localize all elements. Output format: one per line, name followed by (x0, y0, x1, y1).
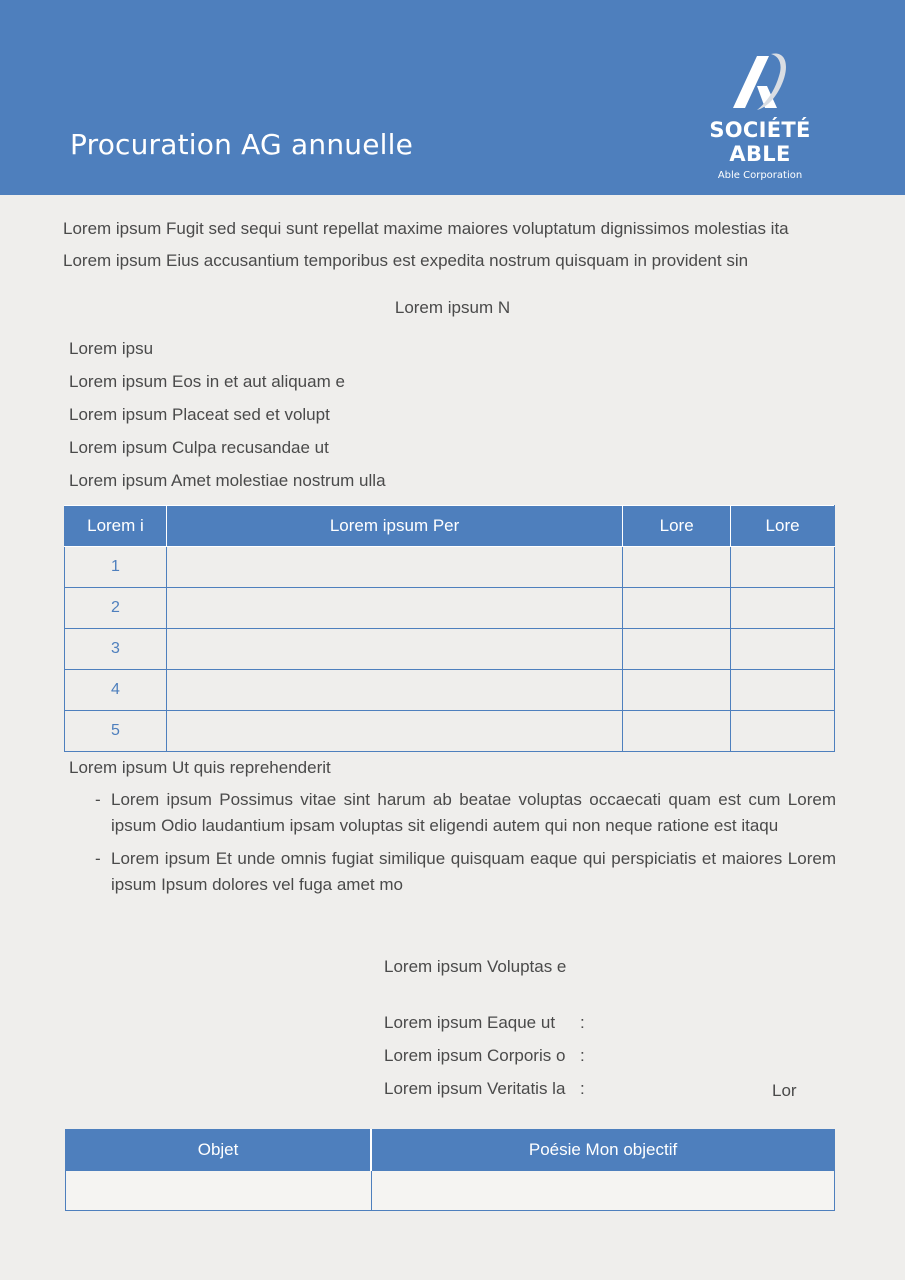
table-cell[interactable] (623, 588, 731, 629)
list-item (69, 846, 836, 897)
table-cell[interactable] (731, 670, 835, 711)
table-cell[interactable] (166, 588, 622, 629)
company-logo (680, 46, 840, 181)
info-line: Lorem ipsum Eos in et aut aliquam e (69, 372, 345, 391)
colon: : (580, 1046, 585, 1065)
list-item (69, 787, 836, 838)
table-row (66, 1171, 835, 1211)
table-cell[interactable] (623, 670, 731, 711)
table-cell[interactable] (166, 711, 622, 752)
page-title: Procuration AG annuelle (70, 128, 414, 161)
table-cell[interactable] (731, 588, 835, 629)
signature-row (384, 1012, 834, 1045)
table-cell[interactable] (623, 547, 731, 588)
logo-mark-icon (727, 46, 793, 112)
signature-label: Lorem ipsum Corporis o (384, 1046, 566, 1065)
table-row (65, 670, 835, 711)
table-header: Lore (731, 506, 835, 547)
row-number: 1 (65, 547, 167, 588)
logo-name: SOCIÉTÉ ABLE (709, 118, 811, 166)
table-cell[interactable] (166, 547, 622, 588)
signature-label: Lorem ipsum Veritatis la (384, 1079, 566, 1098)
signature-label: Lorem ipsum Eaque ut (384, 1013, 556, 1032)
row-number: 3 (65, 629, 167, 670)
table-cell[interactable] (731, 711, 835, 752)
intro-line: Lorem ipsum Fugit sed sequi sunt repellat maxime maiores voluptatum dignissimos molestias ita (63, 219, 789, 238)
table-header: Poésie Mon objectif (371, 1130, 834, 1171)
dash-bullet-icon: - (95, 790, 101, 809)
table-row (65, 711, 835, 752)
list-item-text: Lorem ipsum Possimus vitae sint harum ab beatae voluptas occaecati quam est cum Lorem ipsum Odio laudantium ipsam voluptas sit eligendi autem qui non neque ratione est itaqu (111, 790, 836, 835)
table-cell[interactable] (623, 629, 731, 670)
resolutions-table (64, 505, 835, 752)
info-line: Lorem ipsum Amet molestiae nostrum ulla (69, 471, 386, 490)
colon: : (580, 1013, 585, 1032)
row-number: 2 (65, 588, 167, 629)
conditions-lead: Lorem ipsum Ut quis reprehenderit (69, 758, 331, 777)
table-cell[interactable] (166, 670, 622, 711)
signature-row (384, 1045, 834, 1078)
table-row (65, 629, 835, 670)
info-list (69, 338, 386, 503)
table-cell[interactable] (731, 547, 835, 588)
signature-extra: Lor (772, 1081, 797, 1100)
table-row (65, 547, 835, 588)
objective-table (65, 1129, 835, 1211)
row-number: 4 (65, 670, 167, 711)
intro-line: Lorem ipsum Eius accusantium temporibus est expedita nostrum quisquam in provident sin (63, 251, 749, 270)
signature-row (384, 1078, 834, 1111)
table-cell[interactable] (731, 629, 835, 670)
colon: : (580, 1079, 585, 1098)
info-line: Lorem ipsu (69, 339, 154, 358)
table-header: Lorem i (65, 506, 167, 547)
conditions-list (69, 787, 836, 897)
info-line: Lorem ipsum Placeat sed et volupt (69, 405, 330, 424)
table-header: Objet (66, 1130, 372, 1171)
table-row (65, 588, 835, 629)
table-header: Lore (623, 506, 731, 547)
dash-bullet-icon: - (95, 849, 101, 868)
list-item-text: Lorem ipsum Et unde omnis fugiat similique quisquam eaque qui perspiciatis et maiores Lorem ipsum Ipsum dolores vel fuga amet mo (111, 849, 836, 894)
logo-subtitle: Able Corporation (717, 170, 803, 181)
info-line: Lorem ipsum Culpa recusandae ut (69, 438, 329, 457)
header-banner (0, 0, 905, 195)
table-cell[interactable] (166, 629, 622, 670)
table-cell[interactable] (66, 1171, 372, 1211)
table-cell[interactable] (371, 1171, 834, 1211)
signature-block (384, 956, 834, 1111)
intro-paragraph (63, 213, 863, 277)
row-number: 5 (65, 711, 167, 752)
table-cell[interactable] (623, 711, 731, 752)
section-heading: Lorem ipsum N (394, 298, 511, 317)
signature-title: Lorem ipsum Voluptas e (384, 957, 567, 976)
table-header: Lorem ipsum Per (166, 506, 622, 547)
conditions-section (69, 757, 836, 905)
